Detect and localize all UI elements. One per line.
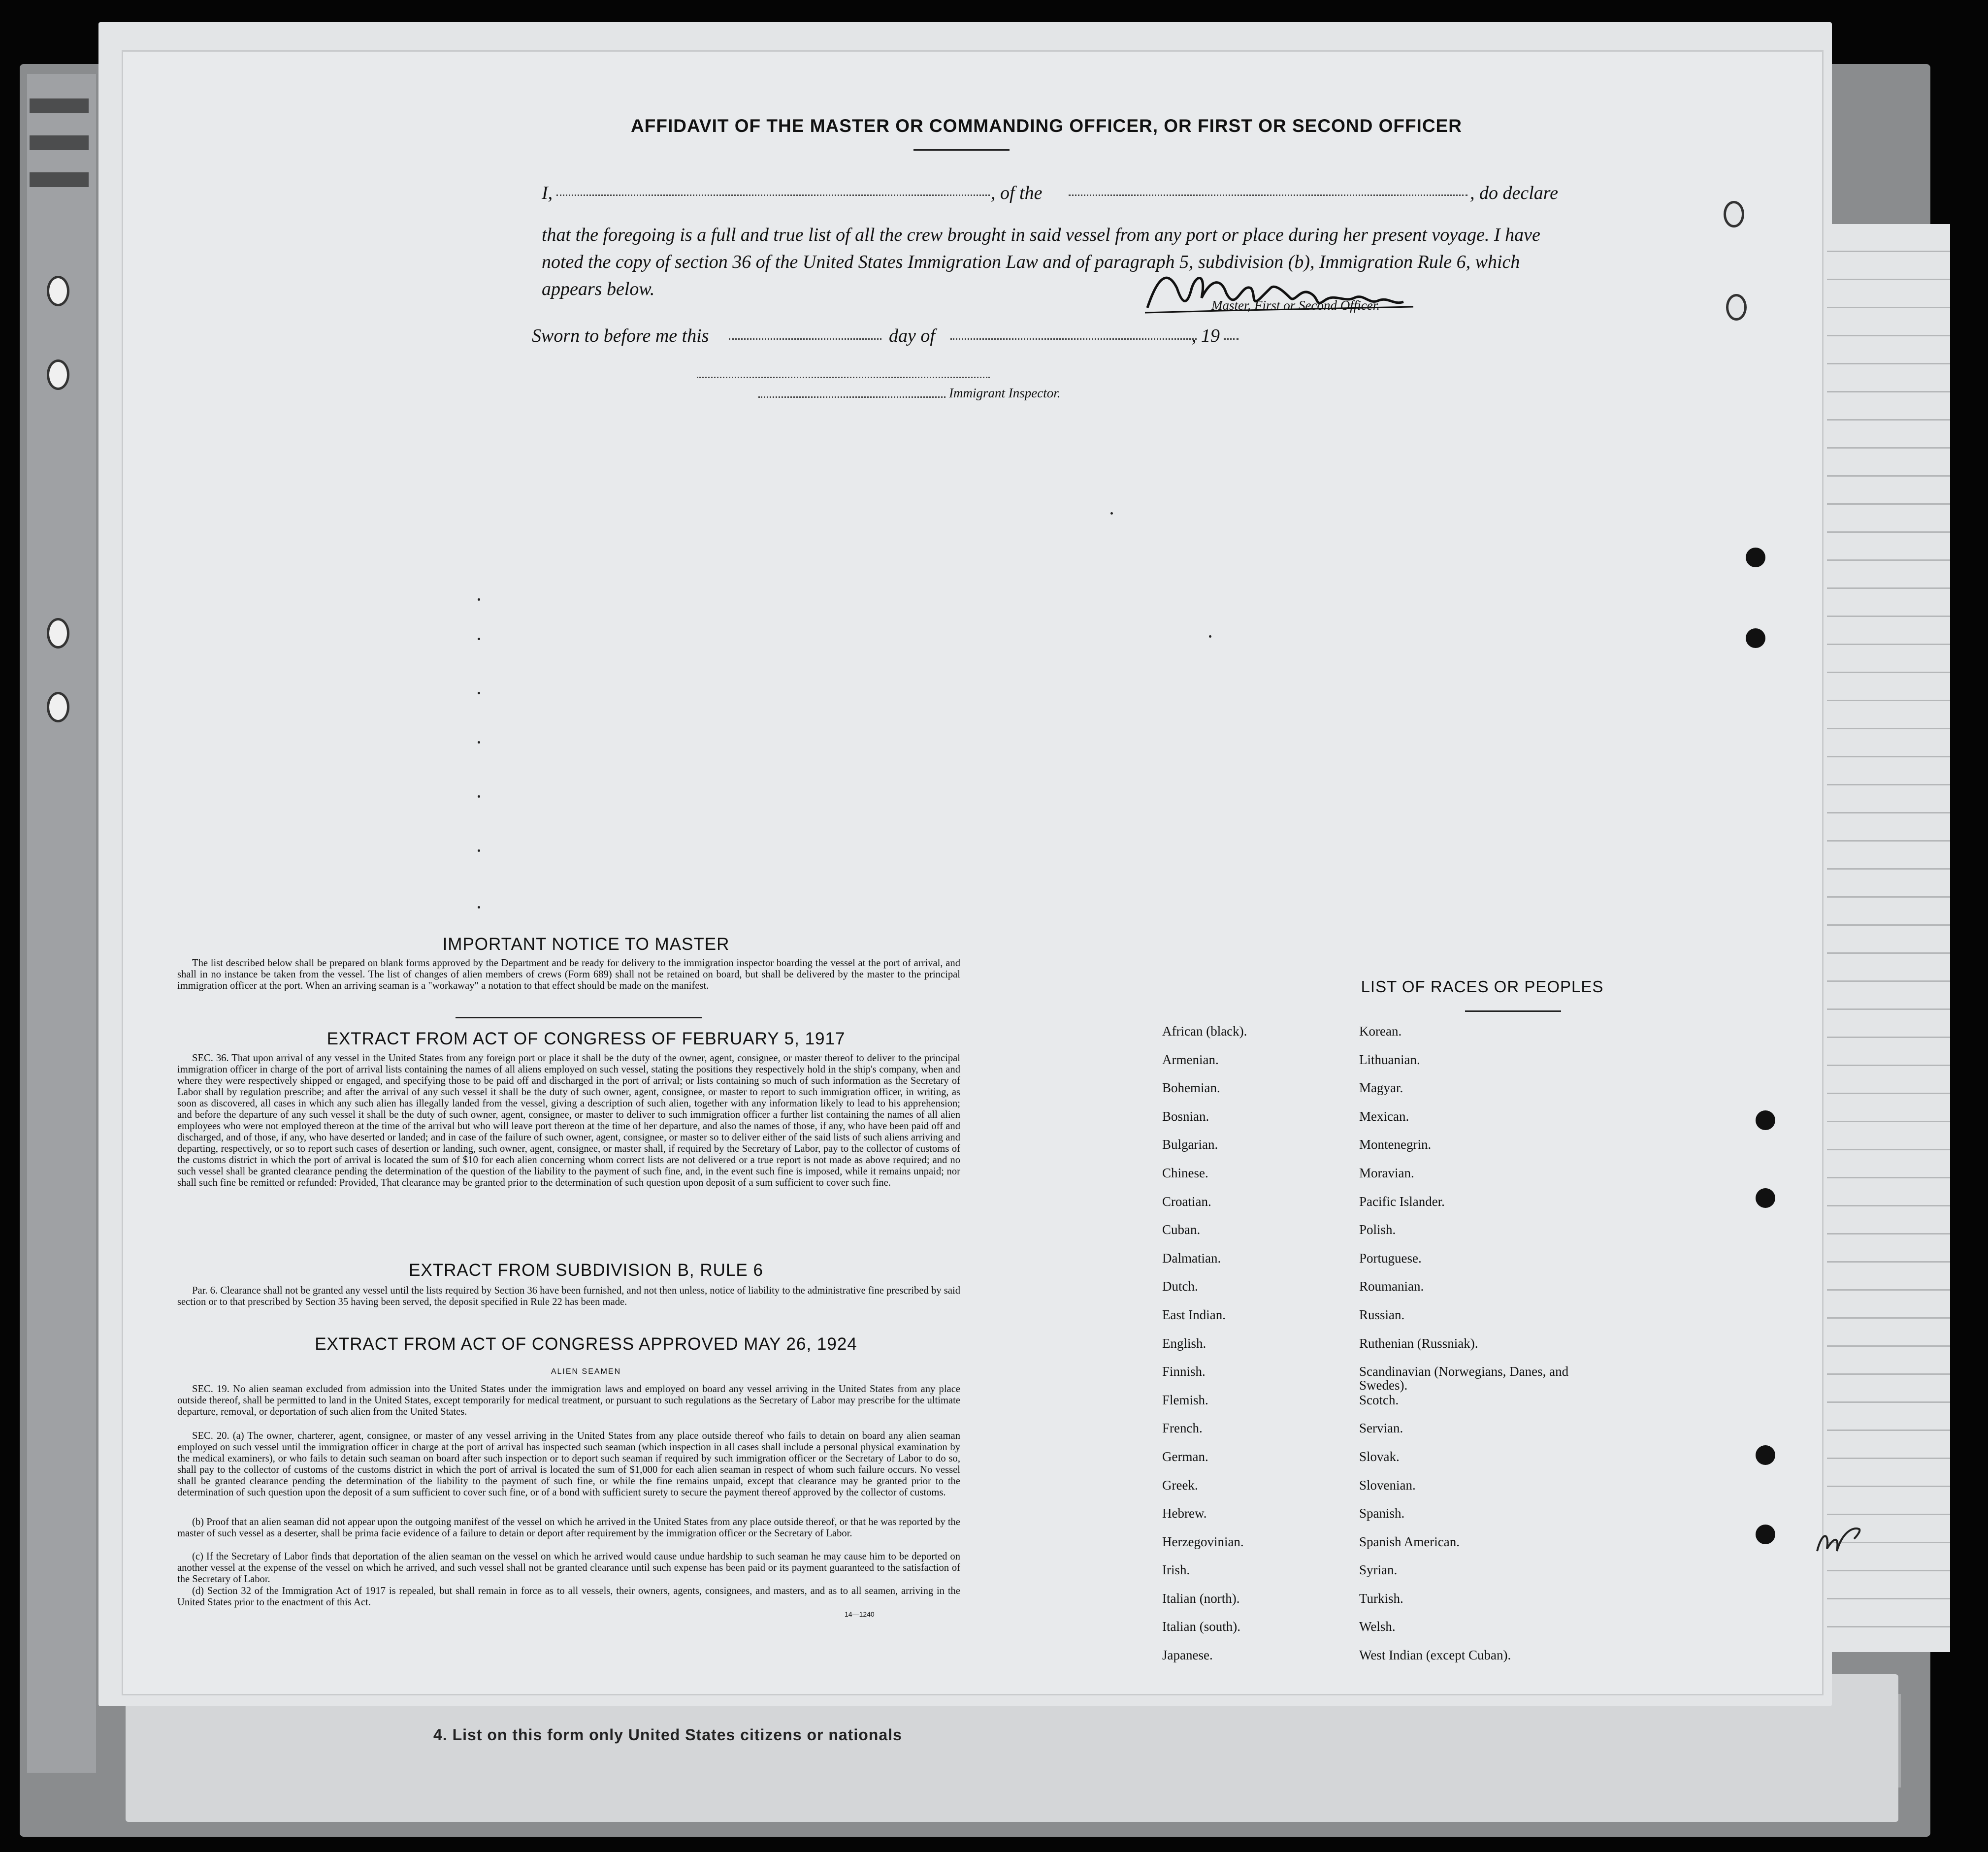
race-item: African (black).: [1162, 1024, 1247, 1039]
section-separator: [456, 1017, 702, 1018]
act-1917-text: SEC. 36. That upon arrival of any vessel in the United States from any foreign port or place it shall be the duty of the owner, agent, consignee, or master thereof to deliver to the principal immigration officer in charge of the port of arrival lists containing the names of all aliens employed on such vessel, stating the positions they respectively hold in the ship's company, when and where they were respectively shipped or engaged, and specifying those to be paid off and discharged in the port of arrival; or lists containing so much of such information as the Secretary of Labor shall by regulation prescribe; and after the arrival of any such vessel it shall be the duty of such owner, agent, consignee, or master to report to such immigration officer, in writing, as soon as discovered, all cases in which any such alien has illegally landed from the vessel, giving a description of such alien, together with any information likely to lead to his apprehension; and before the departure of any such vessel it shall be the duty of such owner, agent, consignee, or master to deliver to such immigration officer a further list containing the names of all alien employees who were not employed thereon at the time of the arrival but who will leave port thereon at the time of her departure, and also the names of those, if any, who have been paid off and discharged, and of those, if any, who have deserted or landed; and in case of the failure of such owner, agent, consignee, or master so to deliver either of the said lists of such aliens arriving and departing, respectively, or so to report such cases of desertion or landing, such owner, agent, consignee, or master shall, if required by the Secretary of Labor, pay to the collector of customs of the customs district in which the port of arrival is located the sum of $10 for each alien concerning whom correct lists are not delivered or a true report is not made as above required; and no such vessel shall be granted clearance pending the determination of the question of the liability to the payment of such fine, and, in the event such fine is imposed, while it remains unpaid; nor shall such fine be remitted or refunded: Provided, That clearance may be granted prior to the determination of such question upon deposit of a sum sufficient to cover such fine.: [177, 1053, 960, 1188]
act-1924-sec20a: SEC. 20. (a) The owner, charterer, agent, consignee, or master of any vessel arriving in the United States from any place outside thereof who fails to detain on board any alien seaman employed on such vessel until the immigration officer in charge at the port of arrival has inspected such seaman (which inspection in all cases shall include a personal physical examination by the medical examiners), or who fails to detain such seaman on board after such inspection or to deport such seaman if required by such immigration officer or the Secretary of Labor to do so, shall pay to the collector of customs of the customs district in which the port of arrival is located the sum of $1,000 for each alien seaman in respect of whom such failure occurs. No vessel shall be granted clearance pending the determination of the liability to the payment of such fine, or while the fine remains unpaid, except that clearance may be granted prior to the determination of such question upon the deposit of a sum sufficient to cover such fine, or of a bond with sufficient surety to secure the payment thereof approved by the collector of customs.: [177, 1430, 960, 1498]
title-rule: [913, 149, 1010, 151]
speck: [478, 598, 480, 601]
race-item: Dalmatian.: [1162, 1250, 1221, 1266]
race-item: Slovak.: [1359, 1449, 1400, 1464]
signature-caption: Master, First or Second Officer.: [1211, 298, 1380, 313]
punch-hole: [1724, 201, 1744, 227]
inspector-caption: Immigrant Inspector.: [949, 386, 1061, 400]
speck: [478, 638, 480, 640]
race-item: Dutch.: [1162, 1279, 1198, 1294]
race-item: Roumanian.: [1359, 1279, 1424, 1294]
speck: [478, 692, 480, 694]
race-item: Bohemian.: [1162, 1080, 1220, 1096]
affidavit-of-the: , of the: [991, 183, 1043, 203]
race-item: Korean.: [1359, 1024, 1402, 1039]
inspector-signature-field[interactable]: [697, 377, 990, 378]
binder-hole: [1756, 1445, 1775, 1465]
sworn-month-field[interactable]: [950, 338, 1197, 340]
race-item: Hebrew.: [1162, 1506, 1207, 1521]
race-item: Chinese.: [1162, 1165, 1208, 1180]
year-prefix: , 19: [1192, 325, 1220, 346]
race-item: Welsh.: [1359, 1619, 1396, 1634]
speck: [1209, 635, 1211, 638]
race-item: Irish.: [1162, 1562, 1190, 1578]
punch-hole: [47, 276, 69, 306]
race-item: Herzegovinian.: [1162, 1534, 1244, 1549]
race-item: Croatian.: [1162, 1194, 1211, 1209]
race-item: Moravian.: [1359, 1165, 1414, 1180]
race-item: English.: [1162, 1335, 1206, 1351]
speck: [478, 795, 480, 798]
act-1924-subtitle: ALIEN SEAMEN: [551, 1367, 621, 1376]
form-number: 14—1240: [845, 1610, 875, 1618]
race-item: French.: [1162, 1421, 1203, 1436]
race-item: Scandinavian (Norwegians, Danes, and Swedes).: [1359, 1364, 1569, 1393]
race-item: Servian.: [1359, 1421, 1403, 1436]
act-1924-sec20d: (d) Section 32 of the Immigration Act of 1917 is repealed, but shall remain in force as to all vessels, their owners, agents, consignees, and masters, and as to all seamen, arriving in the United States prior to the enactment of this Act.: [177, 1586, 960, 1608]
form-page: [123, 52, 1822, 1694]
races-right-column: [1359, 1024, 1571, 1677]
race-item: Montenegrin.: [1359, 1137, 1432, 1152]
affidavit-body: that the foregoing is a full and true list of all the crew brought in said vessel from any port or place during her present voyage. I have noted the copy of section 36 of the United States Immigration Law and of paragraph 5, subdivision (b), Immigration Rule 6, which appears below.: [542, 225, 1540, 299]
race-item: Turkish.: [1359, 1591, 1403, 1606]
punch-hole: [47, 359, 69, 390]
act-1917-title: EXTRACT FROM ACT OF CONGRESS OF FEBRUARY 5, 1917: [326, 1029, 846, 1048]
left-edge-text-fragment: [30, 98, 89, 222]
race-item: Japanese.: [1162, 1648, 1213, 1663]
speck: [1110, 512, 1113, 515]
ruled-sheet-edge: [1827, 224, 1950, 1652]
race-item: Bulgarian.: [1162, 1137, 1218, 1152]
race-item: Scotch.: [1359, 1392, 1399, 1407]
speck: [478, 906, 480, 909]
act-1924-sec20c: (c) If the Secretary of Labor finds that deportation of the alien seaman on the vessel on which he arrived would cause undue hardship to such seaman he may cause him to be deported on another vessel at the expense of the vessel on which he arrived, and such vessel shall not be granted clearance until such expense has been paid or its payment guaranteed to the satisfaction of the Secretary of Labor.: [177, 1551, 960, 1585]
race-item: Magyar.: [1359, 1080, 1403, 1096]
affidavit-i: I,: [542, 183, 553, 203]
race-item: Syrian.: [1359, 1562, 1398, 1578]
punch-hole: [47, 692, 69, 722]
races-left-column: [1162, 1024, 1349, 1677]
vessel-name-field[interactable]: [1069, 195, 1467, 196]
act-1924-title: EXTRACT FROM ACT OF CONGRESS APPROVED MAY 26, 1924: [315, 1334, 857, 1354]
rule6-title: EXTRACT FROM SUBDIVISION B, RULE 6: [409, 1261, 763, 1280]
sworn-day-field[interactable]: [729, 338, 881, 340]
binder-hole: [1746, 548, 1765, 567]
race-item: West Indian (except Cuban).: [1359, 1648, 1511, 1663]
punch-hole: [47, 618, 69, 649]
race-item: Spanish American.: [1359, 1534, 1460, 1549]
race-item: Mexican.: [1359, 1108, 1409, 1124]
left-binding-strip: [27, 74, 96, 1773]
race-item: Italian (north).: [1162, 1591, 1240, 1606]
inspector-line: [758, 396, 945, 398]
punch-hole: [1726, 294, 1747, 321]
races-title-rule: [1465, 1010, 1561, 1012]
affidavit-do-declare: , do declare: [1470, 183, 1559, 203]
races-title: LIST OF RACES OR PEOPLES: [1361, 977, 1604, 996]
rule6-text: Par. 6. Clearance shall not be granted any vessel until the lists required by Section 36 have been furnished, and not then unless, notice of liability to the administrative fine prescribed by said section or to that prescribed by Section 35 having been served, the deposit specified in Rule 22 has been made.: [177, 1285, 960, 1307]
binder-hole: [1756, 1188, 1775, 1208]
race-item: Pacific Islander.: [1359, 1194, 1445, 1209]
race-item: Slovenian.: [1359, 1477, 1416, 1493]
race-item: German.: [1162, 1449, 1208, 1464]
race-item: Armenian.: [1162, 1052, 1219, 1067]
master-name-field[interactable]: [556, 195, 990, 196]
race-item: Lithuanian.: [1359, 1052, 1420, 1067]
race-item: Cuban.: [1162, 1222, 1201, 1237]
underlying-sheet-text: 4. List on this form only United States citizens or nationals: [433, 1726, 902, 1744]
race-item: Russian.: [1359, 1307, 1405, 1322]
race-item: Polish.: [1359, 1222, 1396, 1237]
act-1924-sec20b: (b) Proof that an alien seaman did not appear upon the outgoing manifest of the vessel on which he arrived in the United States from any place outside thereof, or that he was reported by the master of such vessel as a deserter, shall be prima facie evidence of a failure to detain or deport after requirement by the immigration officer or the Secretary of Labor.: [177, 1517, 960, 1539]
race-item: Spanish.: [1359, 1506, 1405, 1521]
race-item: Ruthenian (Russniak).: [1359, 1335, 1478, 1351]
margin-initials: [1812, 1522, 1866, 1561]
race-item: Flemish.: [1162, 1392, 1208, 1407]
speck: [478, 741, 480, 744]
notice-text: The list described below shall be prepared on blank forms approved by the Department and be ready for delivery to the immigration inspector boarding the vessel at the port of arrival, and shall in no instance be taken from the vessel. The list of changes of alien members of crews (Form 689) shall not be retained on board, but shall be delivered by the master to the principal immigration officer at the port. When an arriving seaman is a "workaway" a notation to that effect should be made on the manifest.: [177, 958, 960, 991]
sworn-text: Sworn to before me this: [532, 325, 709, 346]
affidavit-title: AFFIDAVIT OF THE MASTER OR COMMANDING OFFICER, OR FIRST OR SECOND OFFICER: [631, 116, 1462, 136]
binder-hole: [1756, 1110, 1775, 1130]
race-item: Bosnian.: [1162, 1108, 1209, 1124]
act-1924-sec19: SEC. 19. No alien seaman excluded from admission into the United States under the immigration laws and employed on board any vessel arriving in the United States from any place outside thereof, shall be permitted to land in the United States, except temporarily for medical treatment, or pursuant to such regulations as the Secretary of Labor may prescribe for the ultimate departure, removal, or deportation of such alien from the United States.: [177, 1384, 960, 1417]
race-item: Portuguese.: [1359, 1250, 1422, 1266]
speck: [478, 849, 480, 852]
binder-hole: [1746, 628, 1765, 648]
sworn-year-field[interactable]: [1224, 338, 1238, 340]
race-item: Italian (south).: [1162, 1619, 1240, 1634]
day-of-text: day of: [889, 325, 935, 346]
race-item: Greek.: [1162, 1477, 1198, 1493]
race-item: East Indian.: [1162, 1307, 1226, 1322]
notice-title: IMPORTANT NOTICE TO MASTER: [442, 935, 730, 954]
binder-hole: [1756, 1525, 1775, 1544]
race-item: Finnish.: [1162, 1364, 1206, 1379]
